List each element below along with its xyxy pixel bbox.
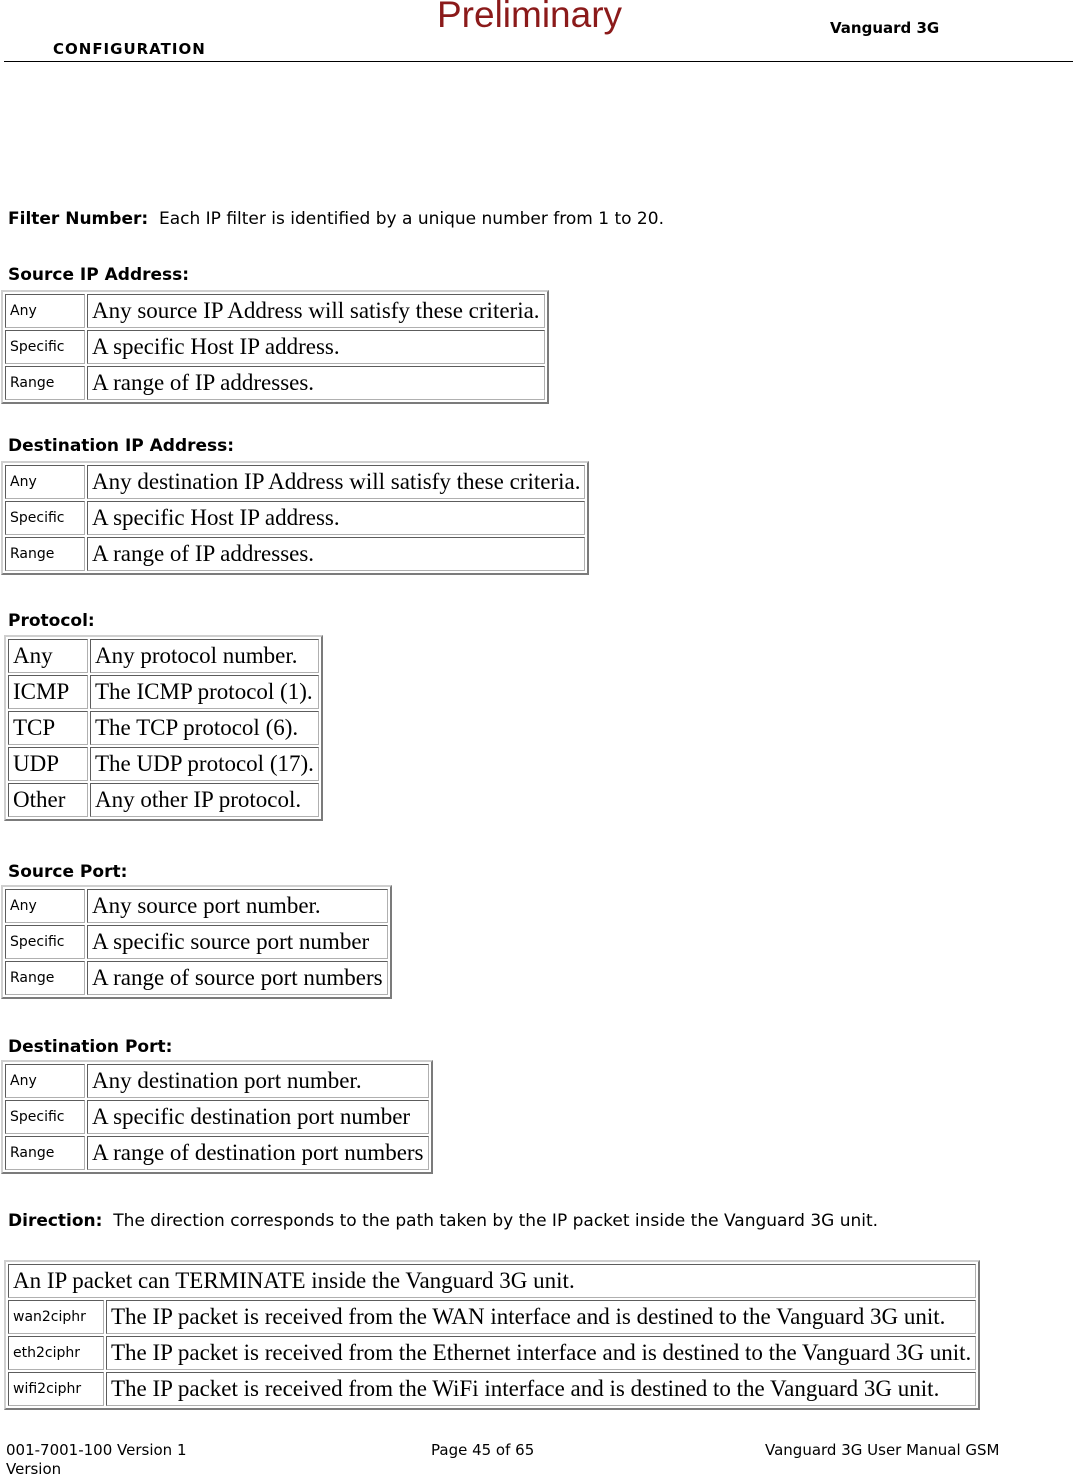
header-section: CONFIGURATION — [53, 40, 206, 58]
option-description: The IP packet is received from the WiFi interface and is destined to the Vanguard 3G unit. — [106, 1372, 976, 1406]
table-row — [8, 675, 319, 709]
footer-doc-number: 001-7001-100 Version 1 — [6, 1441, 187, 1459]
option-key: ICMP — [8, 675, 88, 709]
option-key: Range — [5, 366, 85, 400]
option-key: Other — [8, 783, 88, 817]
option-description: The ICMP protocol (1). — [90, 675, 319, 709]
filter-number-label: Filter Number: — [8, 209, 149, 229]
table-row — [8, 1372, 976, 1406]
option-description: A range of destination port numbers — [87, 1136, 429, 1170]
option-key: Range — [5, 537, 85, 571]
option-description: Any source IP Address will satisfy these criteria. — [87, 294, 545, 328]
option-description: A range of IP addresses. — [87, 537, 585, 571]
destination-port-heading: Destination Port: — [8, 1037, 173, 1057]
option-key: Range — [5, 1136, 85, 1170]
option-description: Any protocol number. — [90, 639, 319, 673]
table-row — [8, 1264, 976, 1298]
destination-ip-heading: Destination IP Address: — [8, 436, 235, 456]
option-description: Any destination port number. — [87, 1064, 429, 1098]
table-row — [5, 465, 585, 499]
option-description: A specific Host IP address. — [87, 330, 545, 364]
option-description: A specific destination port number — [87, 1100, 429, 1134]
option-description: The IP packet is received from the Ethernet interface and is destined to the Vanguard 3G unit. — [106, 1336, 976, 1370]
option-description: A specific Host IP address. — [87, 501, 585, 535]
table-row — [8, 747, 319, 781]
table-row — [5, 294, 545, 328]
option-key: Specific — [5, 1100, 85, 1134]
table-row — [5, 961, 388, 995]
option-key: wifi2ciphr — [8, 1372, 104, 1406]
table-row — [5, 1100, 429, 1134]
table-row — [8, 639, 319, 673]
header-rule — [4, 61, 1073, 62]
table-row — [5, 1136, 429, 1170]
direction-paragraph — [8, 1210, 1035, 1233]
direction-text: The direction corresponds to the path taken by the IP packet inside the Vanguard 3G unit. — [113, 1211, 879, 1231]
table-row — [5, 366, 545, 400]
option-key: wan2ciphr — [8, 1300, 104, 1334]
option-key: Specific — [5, 925, 85, 959]
option-key: Range — [5, 961, 85, 995]
destination-port-table — [1, 1060, 433, 1174]
table-row — [5, 925, 388, 959]
option-key: eth2ciphr — [8, 1336, 104, 1370]
table-row — [5, 501, 585, 535]
protocol-table — [4, 635, 323, 821]
option-key: Any — [5, 465, 85, 499]
option-description: Any other IP protocol. — [90, 783, 319, 817]
direction-label: Direction: — [8, 1211, 103, 1231]
protocol-heading: Protocol: — [8, 611, 95, 631]
table-row — [5, 889, 388, 923]
table-row — [5, 537, 585, 571]
direction-table — [4, 1260, 980, 1410]
option-key: UDP — [8, 747, 88, 781]
option-description: The IP packet is received from the WAN interface and is destined to the Vanguard 3G unit. — [106, 1300, 976, 1334]
header-product: Vanguard 3G — [830, 19, 940, 37]
table-row — [5, 330, 545, 364]
source-ip-table — [1, 290, 549, 404]
option-key: Any — [5, 1064, 85, 1098]
preliminary-watermark: Preliminary — [437, 0, 623, 35]
option-description: A range of IP addresses. — [87, 366, 545, 400]
option-key: Any — [8, 639, 88, 673]
direction-table-intro: An IP packet can TERMINATE inside the Vanguard 3G unit. — [8, 1264, 976, 1298]
source-port-heading: Source Port: — [8, 862, 128, 882]
option-description: A specific source port number — [87, 925, 388, 959]
footer-doc-number-continued: Version — [6, 1460, 62, 1478]
option-description: The TCP protocol (6). — [90, 711, 319, 745]
option-key: TCP — [8, 711, 88, 745]
option-description: Any source port number. — [87, 889, 388, 923]
option-key: Any — [5, 294, 85, 328]
source-ip-heading: Source IP Address: — [8, 265, 190, 285]
option-description: Any destination IP Address will satisfy these criteria. — [87, 465, 585, 499]
source-port-table — [1, 885, 392, 999]
option-description: A range of source port numbers — [87, 961, 388, 995]
option-key: Specific — [5, 330, 85, 364]
option-description: The UDP protocol (17). — [90, 747, 319, 781]
option-key: Any — [5, 889, 85, 923]
filter-number-paragraph — [8, 208, 664, 231]
table-row — [8, 1336, 976, 1370]
table-row — [5, 1064, 429, 1098]
table-row — [8, 711, 319, 745]
table-row — [8, 783, 319, 817]
table-row — [8, 1300, 976, 1334]
filter-number-text: Each IP filter is identified by a unique number from 1 to 20. — [158, 209, 664, 229]
destination-ip-table — [1, 461, 589, 575]
option-key: Specific — [5, 501, 85, 535]
footer-page-number: Page 45 of 65 — [431, 1441, 535, 1459]
footer-manual-title: Vanguard 3G User Manual GSM — [765, 1441, 1000, 1459]
